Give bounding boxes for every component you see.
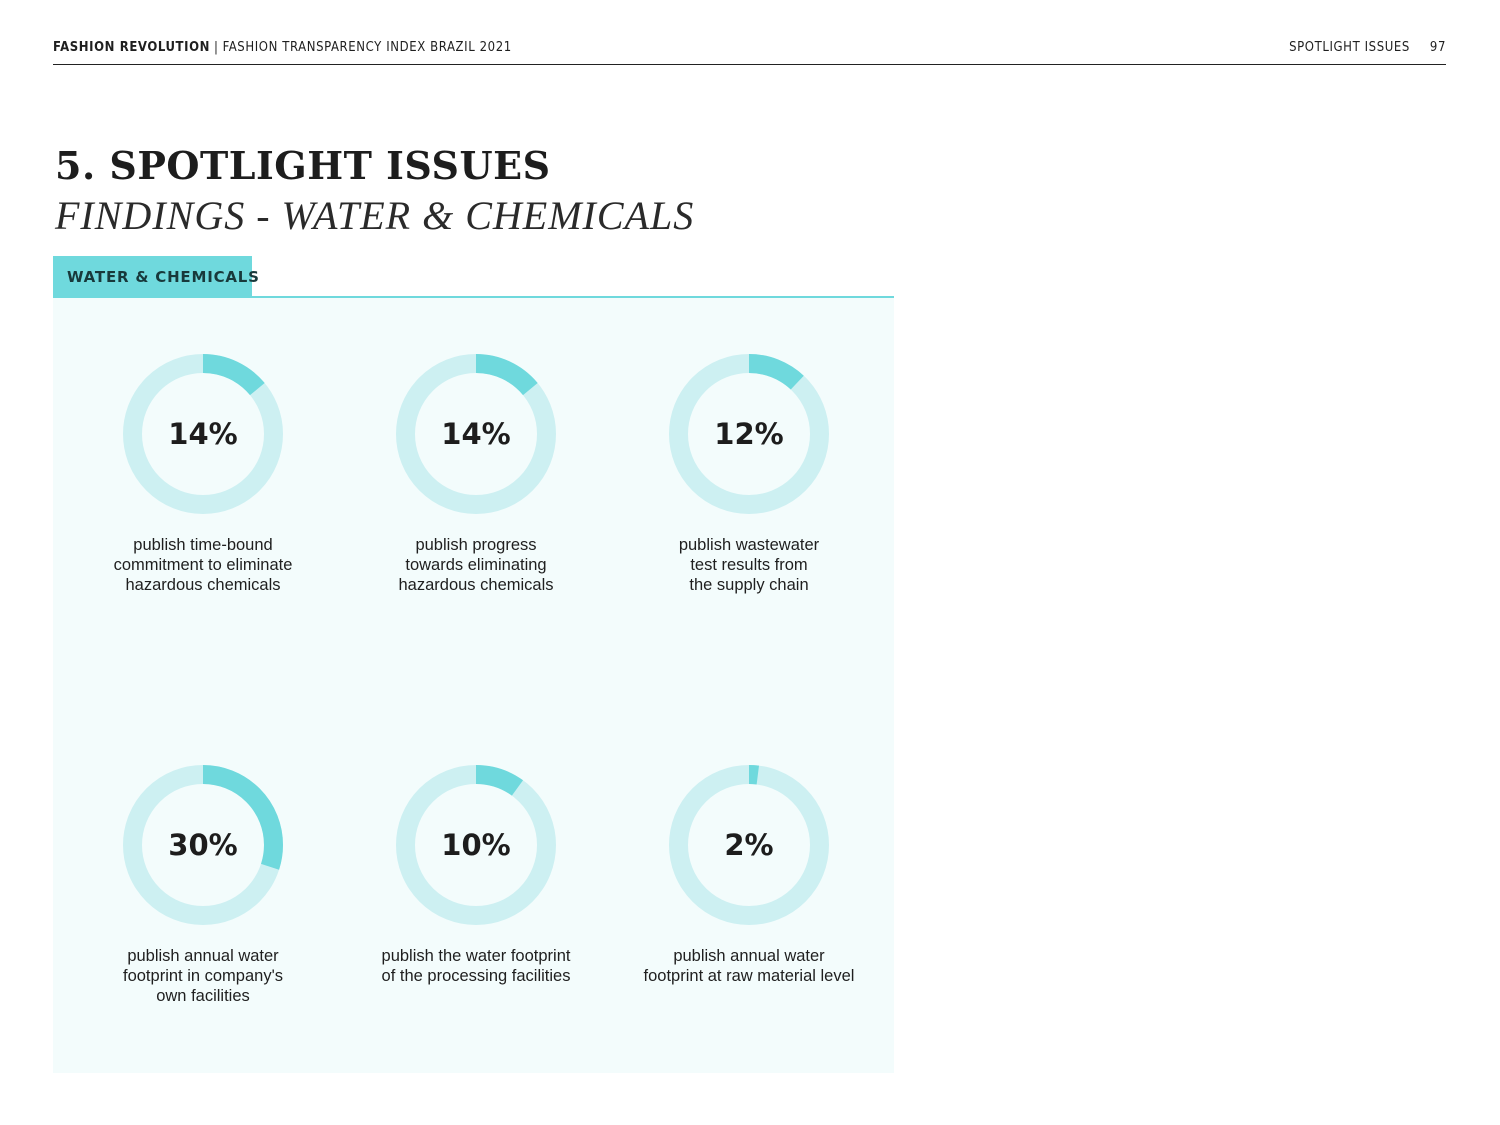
stats-panel xyxy=(53,298,894,1073)
header-left xyxy=(53,40,512,55)
stat-percentage: 10% xyxy=(441,828,511,862)
stat-description: publish the water footprint of the processing facilities xyxy=(381,947,571,985)
stat-percentage: 30% xyxy=(168,828,238,862)
page-title: 5. SPOTLIGHT ISSUES xyxy=(55,143,551,188)
stat-description: publish time-bound commitment to eliminate hazardous chemicals xyxy=(113,536,293,594)
donut-chart xyxy=(123,765,283,925)
header-separator: | xyxy=(214,40,219,55)
page-header xyxy=(53,38,1446,65)
panel-tab: WATER & CHEMICALS xyxy=(53,256,252,298)
page-subtitle: FINDINGS - WATER & CHEMICALS xyxy=(55,193,695,238)
header-right xyxy=(1289,40,1446,55)
brand-name: FASHION REVOLUTION xyxy=(53,40,211,55)
stat-description: publish annual water footprint in company's own facilities xyxy=(123,947,283,1005)
stat-percentage: 14% xyxy=(168,417,238,451)
section-name: SPOTLIGHT ISSUES xyxy=(1289,40,1410,55)
stat-percentage: 2% xyxy=(724,828,774,862)
publication-title: FASHION TRANSPARENCY INDEX BRAZIL 2021 xyxy=(222,40,512,55)
donut-chart xyxy=(396,354,556,514)
donut-chart xyxy=(669,765,829,925)
page-number: 97 xyxy=(1429,40,1446,55)
donut-chart xyxy=(669,354,829,514)
donut-chart xyxy=(123,354,283,514)
stat-description: publish annual water footprint at raw material level xyxy=(643,947,855,985)
stat-description: publish progress towards eliminating hazardous chemicals xyxy=(398,536,554,594)
stat-percentage: 12% xyxy=(714,417,784,451)
stat-description: publish wastewater test results from the supply chain xyxy=(678,536,820,594)
donut-chart xyxy=(396,765,556,925)
stat-percentage: 14% xyxy=(441,417,511,451)
